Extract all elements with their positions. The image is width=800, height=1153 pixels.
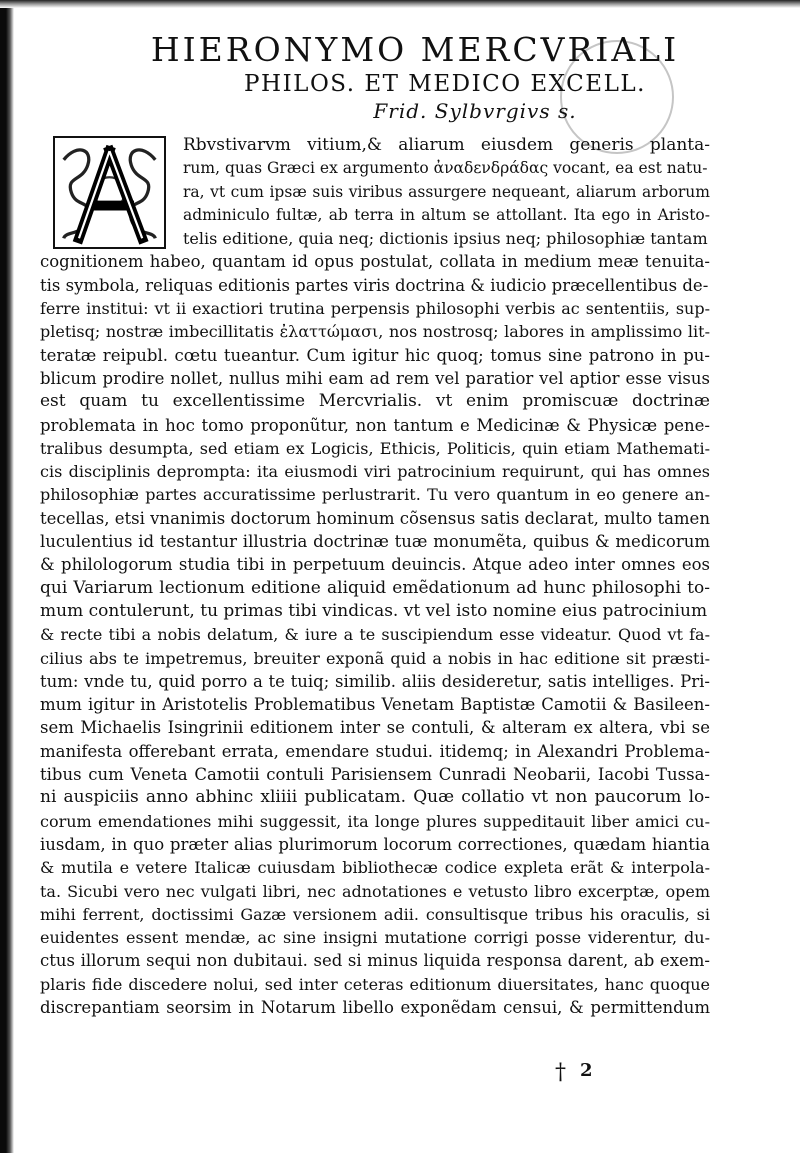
text-line: sem Michaelis Isingrinii editionem inter se contuli, & alteram ex altera, vbi se bbox=[40, 718, 710, 738]
dedication-body bbox=[40, 134, 710, 1019]
text-line: iusdam, in quo præter alias plurimorum locorum correctiones, quædam hiantia bbox=[40, 834, 710, 854]
text-line: tum: vnde tu, quid porro a te tuiq; similib. aliis desideretur, satis intelliges. Pri- bbox=[40, 671, 710, 691]
text-line: ni auspiciis anno abhinc xliiii publicatam. Quæ collatio vt non paucorum lo- bbox=[40, 787, 710, 808]
dedication-title: HIERONYMO MERCVRIALI bbox=[150, 30, 680, 69]
text-line: adminiculo fultæ, ab terra in altum se attollant. Ita ego in Aristo- bbox=[183, 205, 710, 224]
text-line: qui Variarum lectionum editione aliquid emẽdationum ad hunc philosophi to- bbox=[40, 577, 710, 598]
text-line: Rbvstivarvm vitium,& aliarum eiusdem generis planta- bbox=[183, 135, 710, 155]
text-line: telis editione, quia neq; dictionis ipsius neq; philosophiæ tantam bbox=[183, 229, 708, 249]
text-line: & mutila e vetere Italicæ cuiusdam bibliothecæ codice expleta erãt & interpola- bbox=[40, 858, 710, 878]
signature-mark: 2 bbox=[580, 1060, 593, 1081]
scan-edge-top bbox=[0, 0, 800, 8]
text-line: problemata in hoc tomo proponũtur, non tantum e Medicinæ & Physicæ pene- bbox=[40, 415, 710, 435]
text-line: teratæ reipubl. cœtu tueantur. Cum igitur hic quoq; tomus sine patrono in pu- bbox=[40, 345, 710, 365]
text-line: mihi ferrent, doctissimi Gazæ versionem adii. consultisque tribus his oraculis, si bbox=[40, 904, 710, 924]
dedication-author: Frid. Sylbvrgivs s. bbox=[373, 99, 577, 123]
text-line: mum contulerunt, tu primas tibi vindicas. vt vel isto nomine eius patrocinium bbox=[40, 600, 708, 621]
dagger-mark: † bbox=[555, 1060, 566, 1085]
text-line: discrepantiam seorsim in Notarum libello exponẽdam censui, & permittendum bbox=[40, 997, 710, 1017]
text-line: cognitionem habeo, quantam id opus postulat, collata in medium meæ tenuita- bbox=[40, 252, 710, 272]
text-line: tis symbola, reliquas editionis partes viris doctrina & iudicio præcellentibus de- bbox=[40, 275, 709, 295]
text-line: & philologorum studia tibi in perpetuum deuincis. Atque adeo inter omnes eos bbox=[40, 555, 710, 575]
text-line: tralibus desumpta, sed etiam ex Logicis, Ethicis, Politicis, quin etiam Mathemati- bbox=[40, 438, 710, 458]
dedication-subtitle: PHILOS. ET MEDICO EXCELL. bbox=[244, 71, 646, 97]
text-line: euidentes essent mendæ, ac sine insigni mutatione corrigi posse viderentur, du- bbox=[40, 928, 710, 948]
text-line: ra, vt cum ipsæ suis viribus assurgere nequeant, aliarum arborum bbox=[183, 182, 710, 201]
text-line: manifesta offerebant errata, emendare studui. itidemq; in Alexandri Problema- bbox=[40, 741, 710, 761]
text-line: tibus cum Veneta Camotii contuli Parisiensem Cunradi Neobarii, Iacobi Tussa- bbox=[40, 765, 710, 785]
text-line: philosophiæ partes accuratissime perlustrarit. Tu vero quantum in eo genere an- bbox=[40, 485, 710, 505]
text-line: blicum prodire nollet, nullus mihi eam ad rem vel paratior vel aptior esse visus bbox=[40, 368, 710, 388]
text-line: corum emendationes mihi suggessit, ita longe plures suppeditauit liber amici cu- bbox=[40, 811, 710, 831]
text-line: luculentius id testantur illustria doctrinæ tuæ monumẽta, quibus & medicorum bbox=[40, 532, 710, 552]
text-line: ta. Sicubi vero nec vulgati libri, nec adnotationes e vetusto libro excerptæ, opem bbox=[40, 881, 710, 901]
text-line: tecellas, etsi vnanimis doctorum hominum cõsensus satis declarat, multo tamen bbox=[40, 508, 710, 528]
text-line: cilius abs te impetremus, breuiter exponã quid a nobis in hac editione sit præsti- bbox=[40, 648, 710, 668]
text-line: mum igitur in Aristotelis Problematibus Venetam Baptistæ Camotii & Basileen- bbox=[40, 695, 710, 715]
text-line: cis disciplinis deprompta: ita eiusmodi viri patrocinium requirunt, qui has omnes bbox=[40, 462, 710, 482]
text-line: pletisq; nostræ imbecillitatis ἐλαττώμασι, nos nostrosq; labores in amplissimo lit- bbox=[40, 322, 710, 342]
text-line: ctus illorum sequi non dubitaui. sed si minus liquida responsa darent, ab exem- bbox=[40, 951, 710, 971]
text-line: rum, quas Græci ex argumento ἀναδενδράδας vocant, ea est natu- bbox=[183, 159, 708, 178]
dedication-header bbox=[0, 30, 800, 124]
text-line: plaris fide discedere nolui, sed inter ceteras editionum diuersitates, hanc quoque bbox=[40, 974, 710, 994]
scan-edge-left bbox=[0, 0, 14, 1153]
text-line: est quam tu excellentissime Mercvrialis. vt enim promiscuæ doctrinæ bbox=[40, 391, 710, 412]
text-line: & recte tibi a nobis delatum, & iure a te suscipiendum esse videatur. Quod vt fa- bbox=[40, 625, 710, 645]
text-line: ferre institui: vt ii exactiori trutina perpensis philosophi verbis ac sententiis, sup- bbox=[40, 299, 710, 319]
